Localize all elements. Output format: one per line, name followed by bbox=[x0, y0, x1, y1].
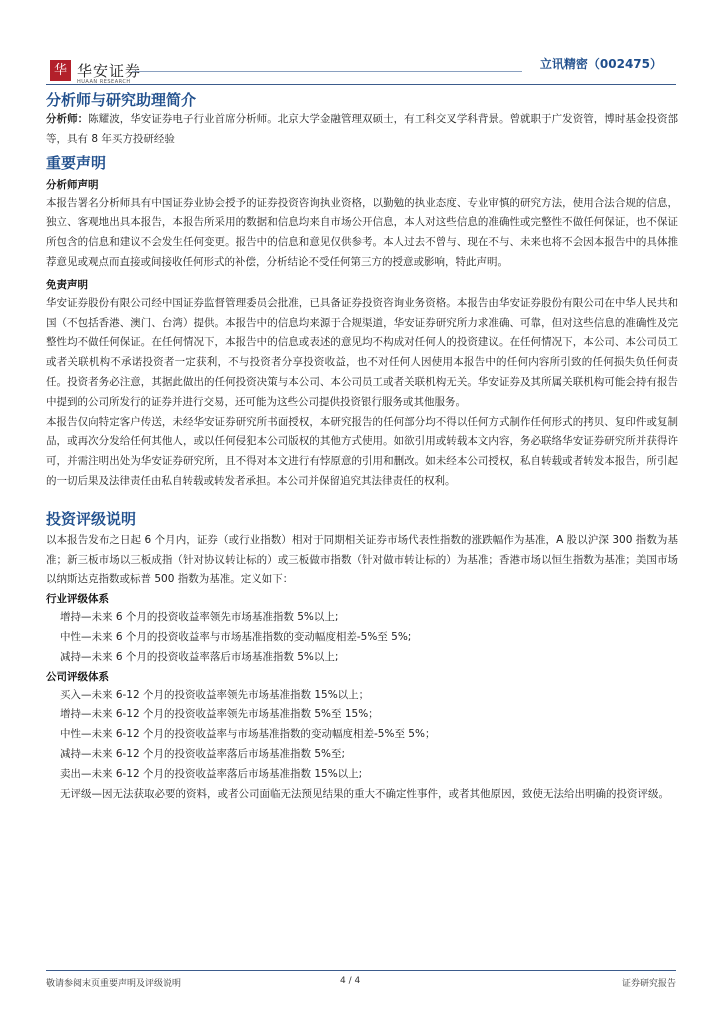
analyst-label: 分析师： bbox=[46, 113, 89, 125]
rating-heading: 投资评级说明 bbox=[46, 509, 137, 528]
stock-title: 立讯精密（002475） bbox=[539, 57, 662, 71]
page-number: 4 / 4 bbox=[340, 976, 361, 986]
header-divider-thin bbox=[132, 71, 522, 72]
disclaimer-heading: 免责声明 bbox=[46, 278, 88, 291]
declaration-heading: 重要声明 bbox=[46, 153, 107, 172]
footer-divider bbox=[46, 970, 676, 971]
footer-report-type: 证券研究报告 bbox=[621, 979, 676, 989]
company-rating-list bbox=[46, 686, 678, 805]
industry-rating-heading: 行业评级体系 bbox=[46, 593, 109, 606]
analyst-declaration-text: 本报告署名分析师具有中国证券业协会授予的证券投资咨询执业资格，以勤勉的执业态度、专业审慎的研究方法，使用合法合规的信息，独立、客观地出具本报告，本报告所采用的数据和信息均来自市场公开信息，本人对这些信息的准确性或完整性不做任何保证，也不保证所包含的信息和建议不会发生任何变更。报告中的信息和意见仅供参考。本人过去不曾与、现在不与、未来也将不会因本报告中的具体推荐意见或观点而直接或间接收任何形式的补偿，分析结论不受任何第三方的授意或影响，特此声明。 bbox=[46, 196, 678, 268]
company-rating-heading: 公司评级体系 bbox=[46, 670, 109, 683]
list-item: 卖出—未来 6-12 个月的投资收益率落后市场基准指数 15%以上; bbox=[60, 767, 363, 780]
list-item: 增持—未来 6 个月的投资收益率领先市场基准指数 5%以上; bbox=[60, 611, 339, 624]
list-item: 中性—未来 6-12 个月的投资收益率与市场基准指数的变动幅度相差-5%至 5%； bbox=[60, 728, 436, 741]
list-item-no-rating: 无评级—因无法获取必要的资料，或者公司面临无法预见结果的重大不确定性事件，或者其他原因，致使无法给出明确的投资评级。 bbox=[60, 787, 669, 800]
page-header bbox=[0, 0, 724, 90]
list-item: 买入—未来 6-12 个月的投资收益率领先市场基准指数 15%以上； bbox=[60, 688, 370, 701]
analyst-intro bbox=[46, 110, 678, 150]
header-divider bbox=[46, 84, 676, 85]
list-item: 减持—未来 6-12 个月的投资收益率落后市场基准指数 5%至; bbox=[60, 747, 346, 760]
analyst-declaration-heading: 分析师声明 bbox=[46, 178, 99, 191]
analyst-text: 陈耀波，华安证券电子行业首席分析师。北京大学金融管理双硕士，有工科交叉学科背景。曾就职于广发资管，博时基金投资部等，具有 8 年买方投研经验 bbox=[46, 113, 679, 145]
list-item: 减持—未来 6 个月的投资收益率落后市场基准指数 5%以上; bbox=[60, 650, 339, 663]
list-item: 增持—未来 6-12 个月的投资收益率领先市场基准指数 5%至 15%； bbox=[60, 708, 379, 721]
logo-text: 华安证券 bbox=[77, 62, 142, 80]
disclaimer-paragraph-2: 本报告仅向特定客户传送，未经华安证券研究所书面授权，本研究报告的任何部分均不得以任何方式制作任何形式的拷贝、复印件或复制品，或再次分发给任何其他人，或以任何侵犯本公司版权的其他方式使用。如欲引用或转载本文内容，务必联络华安证券研究所并获得许可，并需注明出处为华安证券研究所，且不得对本文进行有悖原意的引用和删改。如未经本公司授权，私自转载或者转发本报告，所引起的一切后果及法律责任由私自转载或转发者承担。本公司并保留追究其法律责任的权利。 bbox=[46, 415, 678, 487]
analyst-section-heading: 分析师与研究助理简介 bbox=[46, 91, 197, 109]
rating-intro: 以本报告发布之日起 6 个月内，证券（或行业指数）相对于同期相关证券市场代表性指数的涨跌幅作为基准，A 股以沪深 300 指数为基准；新三板市场以三板成指（针对协议转让标的）或三板做市指数（针对做市转让标的）为基准；香港市场以恒生指数为基准；美国市场以纳斯达克指数或标普 500 指数为基准。定义如下： bbox=[46, 533, 678, 586]
disclaimer-paragraph-1: 华安证券股份有限公司经中国证券监督管理委员会批准，已具备证券投资咨询业务资格。本报告由华安证券股份有限公司在中华人民共和国（不包括香港、澳门、台湾）提供。本报告中的信息均来源于合规渠道，华安证券研究所力求准确、可靠，但对这些信息的准确性及完整性均不做任何保证。在任何情况下，本报告中的信息或表述的意见均不构成对任何人的投资建议。在任何情况下，本公司、本公司员工或者关联机构不承诺投资者一定获利，不与投资者分享投资收益，也不对任何人因使用本报告中的任何内容所引致的任何损失负任何责任。投资者务必注意，其据此做出的任何投资决策与本公司、本公司员工或者关联机构无关。华安证券及其所属关联机构可能会持有报告中提到的公司所发行的证券并进行交易，还可能为这些公司提供投资银行服务或其他服务。 bbox=[46, 296, 678, 408]
industry-rating-list bbox=[46, 608, 678, 667]
footer-note: 敬请参阅末页重要声明及评级说明 bbox=[46, 979, 182, 989]
logo-subtitle: HUAAN RESEARCH bbox=[77, 79, 131, 85]
list-item: 中性—未来 6 个月的投资收益率与市场基准指数的变动幅度相差-5%至 5%; bbox=[60, 630, 412, 643]
page-content bbox=[46, 90, 678, 804]
logo-icon: 华 bbox=[50, 60, 71, 81]
